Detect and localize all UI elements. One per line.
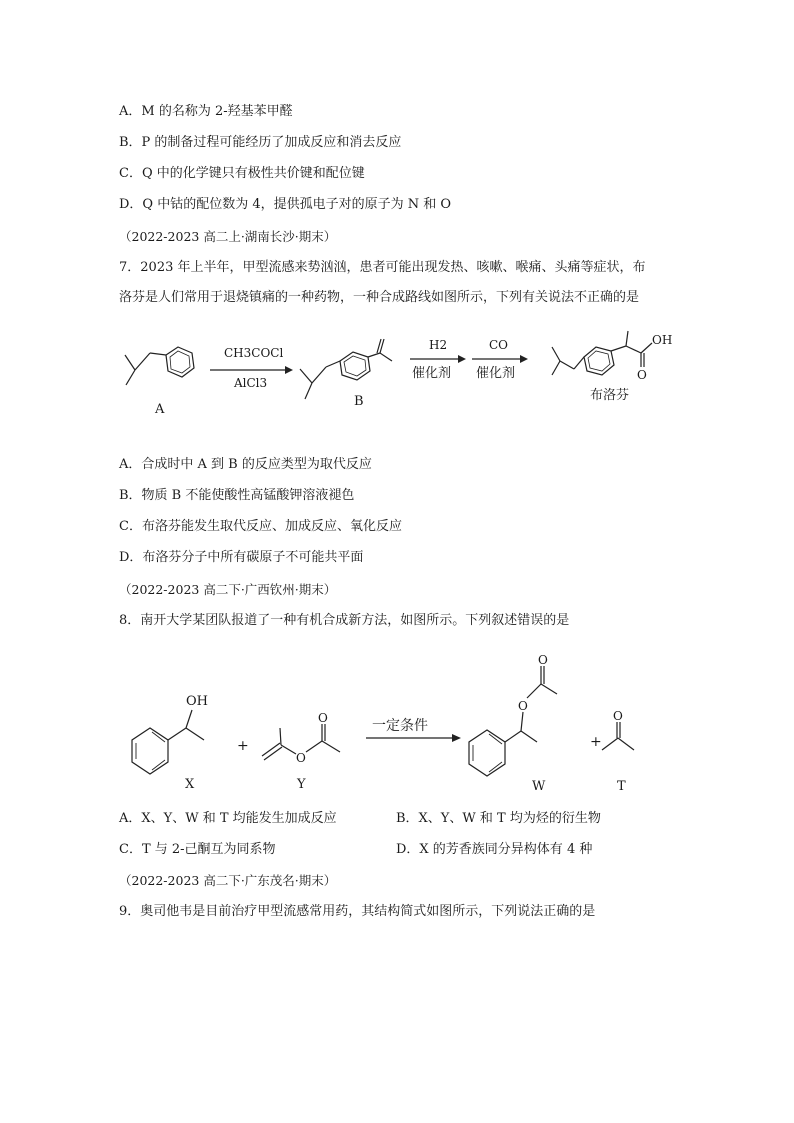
compound-t-structure bbox=[602, 722, 634, 750]
q9-source: （2022-2023 高二下·广东茂名·期末） bbox=[119, 873, 337, 888]
x-oh: OH bbox=[186, 694, 208, 709]
compound-x-structure bbox=[132, 710, 204, 774]
q8-option-b: B．X、Y、W 和 T 均为烃的衍生物 bbox=[396, 811, 601, 826]
q8-option-c: C．T 与 2-己酮互为同系物 bbox=[119, 842, 276, 857]
label-x: X bbox=[185, 777, 195, 792]
q7-source: （2022-2023 高二上·湖南长沙·期末） bbox=[119, 229, 337, 244]
reagent2-bottom: 催化剂 bbox=[412, 366, 452, 381]
w-ester-o: O bbox=[518, 699, 528, 713]
arrow-2 bbox=[410, 355, 466, 363]
label-t: T bbox=[617, 779, 626, 794]
plus-1: + bbox=[237, 738, 249, 754]
q7-reaction-scheme bbox=[0, 325, 794, 435]
compound-w-structure bbox=[469, 666, 557, 776]
q7-option-d: D．布洛芬分子中所有碳原子不可能共平面 bbox=[119, 550, 364, 565]
label-w: W bbox=[532, 779, 546, 794]
q9-stem: 9．奥司他韦是目前治疗甲型流感常用药，其结构简式如图所示，下列说法正确的是 bbox=[119, 904, 596, 919]
compound-b-structure bbox=[300, 339, 392, 399]
q8-option-d: D．X 的芳香族同分异构体有 4 种 bbox=[396, 842, 593, 857]
q8-source: （2022-2023 高二下·广西钦州·期末） bbox=[119, 582, 337, 597]
q8-reaction-scheme bbox=[0, 648, 794, 798]
reagent2-top: H2 bbox=[429, 338, 448, 352]
reagent3-bottom: 催化剂 bbox=[476, 366, 516, 381]
q7-option-c: C．布洛芬能发生取代反应、加成反应、氧化反应 bbox=[119, 519, 402, 534]
label-a: A bbox=[155, 402, 165, 417]
w-carbonyl-o: O bbox=[538, 653, 548, 667]
reagent3-top: CO bbox=[489, 338, 509, 352]
ibuprofen-oh: OH bbox=[652, 333, 673, 347]
q7-stem-line1: 7．2023 年上半年，甲型流感来势汹汹，患者可能出现发热、咳嗽、喉痛、头痛等症状，布 bbox=[119, 260, 646, 275]
reagent1-bottom: AlCl3 bbox=[234, 376, 268, 390]
compound-a-structure bbox=[125, 347, 194, 385]
q6-option-b: B．P 的制备过程可能经历了加成反应和消去反应 bbox=[119, 135, 402, 150]
q6-option-c: C．Q 中的化学键只有极性共价键和配位键 bbox=[119, 166, 365, 181]
ibuprofen-o: O bbox=[637, 368, 647, 382]
arrow-3 bbox=[472, 355, 528, 363]
label-ibuprofen: 布洛芬 bbox=[590, 388, 630, 403]
q7-stem-line2: 洛芬是人们常用于退烧镇痛的一种药物，一种合成路线如图所示，下列有关说法不正确的是 bbox=[119, 290, 640, 305]
label-b: B bbox=[354, 394, 364, 409]
q7-option-b: B．物质 B 不能使酸性高锰酸钾溶液褪色 bbox=[119, 488, 355, 503]
t-carbonyl-o: O bbox=[613, 709, 623, 723]
y-carbonyl-o: O bbox=[318, 711, 328, 725]
q6-option-a: A．M 的名称为 2-羟基苯甲醛 bbox=[119, 104, 293, 119]
reagent1-top: CH3COCl bbox=[224, 346, 284, 360]
y-ester-o: O bbox=[296, 751, 306, 765]
q8-condition: 一定条件 bbox=[372, 718, 428, 734]
arrow-1 bbox=[210, 366, 293, 374]
q8-option-a: A．X、Y、W 和 T 均能发生加成反应 bbox=[119, 811, 337, 826]
q6-option-d: D．Q 中钴的配位数为 4，提供孤电子对的原子为 N 和 O bbox=[119, 197, 452, 212]
q8-arrow bbox=[366, 734, 461, 742]
label-y: Y bbox=[297, 777, 306, 792]
q7-option-a: A．合成时中 A 到 B 的反应类型为取代反应 bbox=[119, 457, 372, 472]
q8-stem: 8．南开大学某团队报道了一种有机合成新方法，如图所示。下列叙述错误的是 bbox=[119, 613, 570, 628]
plus-2: + bbox=[590, 734, 602, 750]
